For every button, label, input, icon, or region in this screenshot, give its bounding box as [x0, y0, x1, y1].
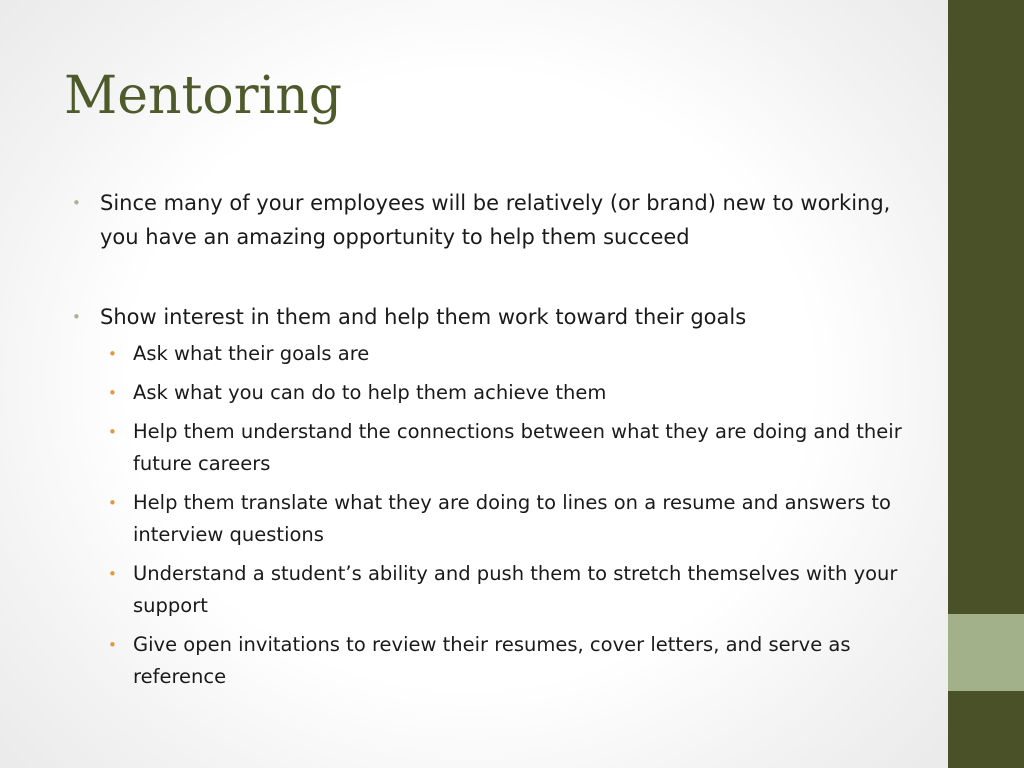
sub-bullet-icon: • — [108, 565, 117, 583]
side-bar-accent-decoration — [948, 614, 1024, 691]
bullet-text: Since many of your employees will be relatively (or brand) new to working, you have an amazing opportunity to help them succeed — [100, 191, 891, 249]
sub-bullet-item — [72, 558, 902, 622]
sub-bullet-icon: • — [108, 423, 117, 441]
sub-bullet-icon: • — [108, 494, 117, 512]
sub-bullet-text: Ask what you can do to help them achieve them — [133, 381, 607, 404]
sub-bullet-item — [72, 377, 902, 409]
bullet-list — [72, 186, 902, 693]
sub-bullet-item — [72, 487, 902, 551]
slide-title: Mentoring — [64, 66, 342, 126]
bullet-item — [72, 300, 902, 334]
bullet-icon: • — [72, 308, 81, 326]
sub-bullet-text: Understand a student’s ability and push them to stretch themselves with your support — [133, 562, 898, 617]
sub-bullet-item — [72, 629, 902, 693]
sub-bullet-text: Ask what their goals are — [133, 342, 370, 365]
sub-bullet-text: Give open invitations to review their resumes, cover letters, and serve as reference — [133, 633, 851, 688]
bullet-icon: • — [72, 194, 81, 212]
bullet-item — [72, 186, 902, 254]
sub-bullet-item — [72, 416, 902, 480]
sub-bullet-icon: • — [108, 345, 117, 363]
sub-bullet-text: Help them understand the connections between what they are doing and their future careers — [133, 420, 902, 475]
bullet-text: Show interest in them and help them work toward their goals — [100, 305, 747, 329]
sub-bullet-icon: • — [108, 384, 117, 402]
sub-bullet-icon: • — [108, 636, 117, 654]
sub-bullet-text: Help them translate what they are doing to lines on a resume and answers to interview questions — [133, 491, 891, 546]
sub-bullet-item — [72, 338, 902, 370]
